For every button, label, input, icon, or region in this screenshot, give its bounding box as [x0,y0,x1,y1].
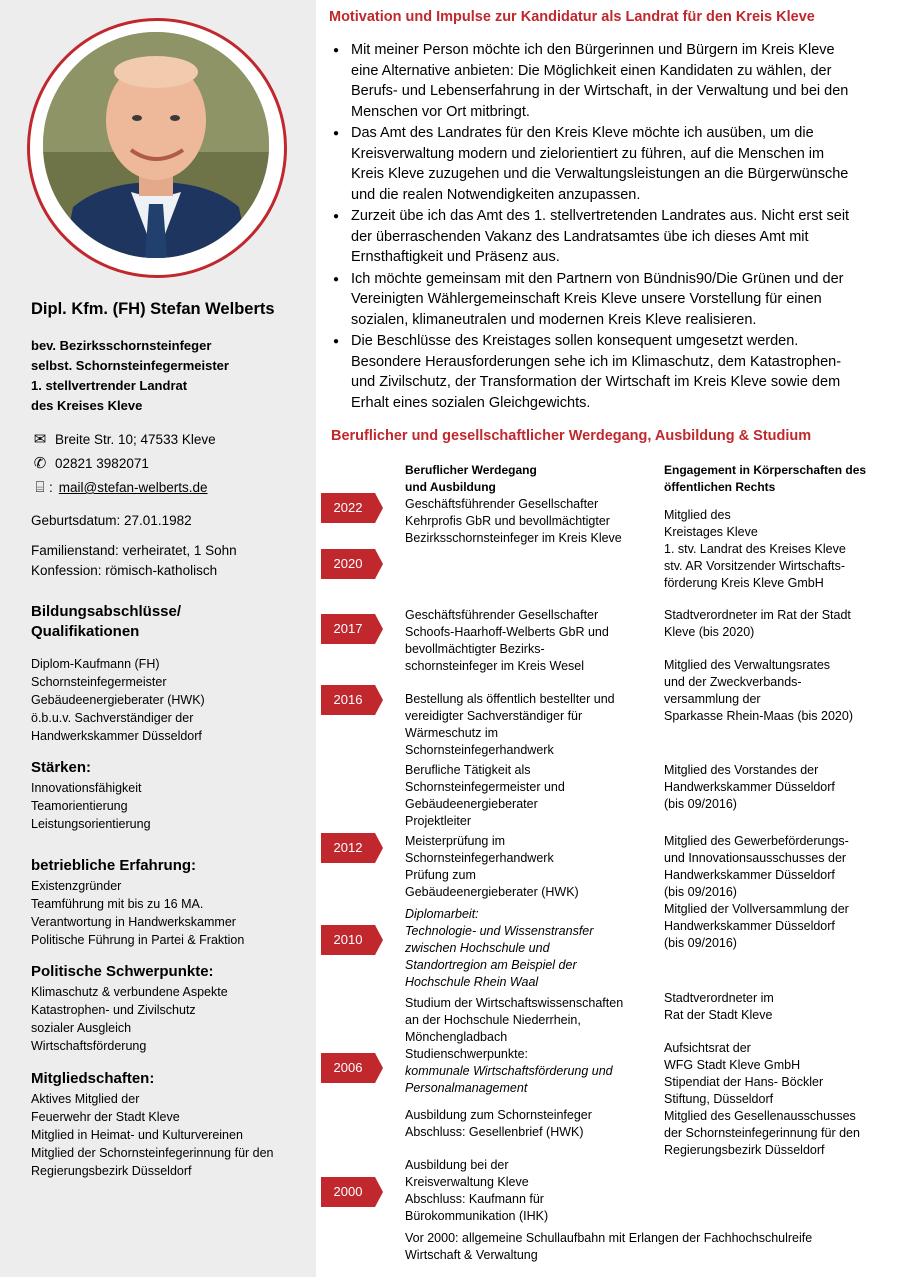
bullet-line: Ernsthaftigkeit und Präsenz aus. [351,249,560,265]
entry-line: Technologie- und Wissenstransfer [405,924,594,938]
bullet-line: sozialen, klimaneutralen und modernen Kreis Kleve realisieren. [351,311,757,328]
entry-line: der Schornsteinfegerinnung für den [664,1126,860,1140]
entry-line: Mitglied des Verwaltungsrates [664,658,831,672]
bullet-line: ● Das Amt des Landrates für den Kreis Kleve möchte ich ausüben, um die [351,125,814,141]
education-heading-1: Bildungsabschlüsse/ [31,603,182,620]
year-badge-2006 [321,1053,377,1083]
entry-line: (bis 09/2016) [664,936,737,950]
address-text: Breite Str. 10; 47533 Kleve [55,432,216,447]
entry-line: Meisterprüfung im [405,834,506,848]
entry-line: Personalmanagement [405,1081,528,1095]
year-badge-2016 [321,685,377,715]
entry-line: Schornsteinfegerhandwerk [405,851,554,865]
bullet-line: ● Ich möchte gemeinsam mit den Partnern von Bündnis90/Die Grünen und der [351,270,844,287]
bullet-line: ● Die Beschlüsse des Kreistages sollen konsequent umgesetzt werden. [351,333,799,349]
envelope-icon: ✉ [33,431,47,448]
experience-list [31,877,244,949]
email-icon: ⌸ [35,479,45,496]
list-item: Teamorientierung [31,799,128,813]
entry-line: Stiftung, Düsseldorf [664,1092,774,1106]
career-entry [405,691,615,759]
list-item: sozialer Ausgleich [31,1021,132,1035]
engagement-entry [664,607,851,641]
bullet-line: Besondere Herausforderungen sehe ich im Klimaschutz, dem Katastrophen- [351,353,842,370]
entry-line: Handwerkskammer Düsseldorf [664,780,835,794]
year-label: 2022 [333,500,363,515]
list-item: Diplom-Kaufmann (FH) [31,657,160,671]
entry-line: WFG Stadt Kleve GmbH [664,1058,801,1072]
list-item: Leistungsorientierung [31,817,151,831]
entry-line: Berufliche Tätigkeit als [405,763,531,777]
entry-line: Rat der Stadt Kleve [664,1008,773,1022]
family-status: Familienstand: verheiratet, 1 Sohn [31,543,237,558]
bullet-line: der überraschenden Vakanz des Landratsamtes übe ich dieses Amt mit [351,228,809,245]
engagement-column-heading [664,462,866,496]
year-badge-2010 [321,925,377,955]
entry-line: Kreistages Kleve [664,525,758,539]
bullet-item [351,269,900,331]
list-item: Wirtschaftsförderung [31,1039,147,1053]
entry-line: vereidigter Sachverständiger für [405,709,583,723]
year-badge-2022 [321,493,377,523]
bullet-line: Menschen vor Ort mitbringt. [351,103,530,120]
engagement-entry [664,833,849,952]
list-item: Aktives Mitglied der [31,1092,140,1106]
job-title-line: bev. Bezirksschornsteinfeger [31,338,212,353]
entry-line: 1. stv. Landrat des Kreises Kleve [664,542,846,556]
footer-line: Wirtschaft & Verwaltung [405,1248,538,1262]
bullet-line: Vereinigten Wählergemeinschaft Kreis Kleve unsere Vorstellung für einen [351,291,822,307]
entry-line: Mitglied des Vorstandes der [664,763,819,777]
entry-line: Studienschwerpunkte: [405,1047,528,1061]
motivation-bullets [333,40,900,414]
phone-icon: ✆ [33,455,47,472]
entry-line: Mitglied des Gewerbeförderungs- [664,834,849,848]
bullet-item [351,123,900,205]
motivation-heading: Motivation und Impulse zur Kandidatur als Landrat für den Kreis Kleve [329,9,815,25]
engagement-entry [664,990,774,1024]
bullet-line: Berufs- und Lebenserfahrung in der Wirtschaft, in der Verwaltung und bei den [351,83,849,99]
entry-line: Projektleiter [405,814,471,828]
entry-line: Mitglied der Vollversammlung der [664,902,849,916]
confession: Konfession: römisch-katholisch [31,563,218,578]
column-heading-line: öffentlichen Rechts [664,480,776,494]
engagement-entry [664,1040,860,1159]
email-colon: : [49,480,53,495]
engagement-entry [664,657,853,725]
year-label: 2012 [333,840,363,855]
entry-line: Geschäftsführender Gesellschafter [405,497,599,511]
address-row [31,428,216,452]
year-label: 2017 [333,621,363,636]
year-badge-2000 [321,1177,377,1207]
list-item: Handwerkskammer Düsseldorf [31,729,202,743]
year-label: 2010 [333,932,363,947]
entry-line: Mitglied des [664,508,731,522]
bullet-item [351,40,900,122]
entry-line: (bis 09/2016) [664,797,737,811]
entry-line: stv. AR Vorsitzender Wirtschafts- [664,559,846,573]
list-item: Mitglied der Schornsteinfegerinnung für den [31,1146,274,1160]
entry-line: Abschluss: Kaufmann für [405,1192,544,1206]
entry-line: Mönchengladbach [405,1030,508,1044]
engagement-entry [664,762,835,813]
entry-line: Sparkasse Rhein-Maas (bis 2020) [664,709,853,723]
email-row [31,476,216,500]
phone-row [31,452,216,476]
career-footer [405,1230,812,1264]
politics-heading: Politische Schwerpunkte: [31,963,214,980]
bullet-line: ● Mit meiner Person möchte ich den Bürgerinnen und Bürgern im Kreis Kleve [351,42,835,58]
career-entry [405,1157,548,1225]
career-column-heading [405,462,537,496]
column-heading-line: Beruflicher Werdegang [405,463,537,477]
career-entry-thesis [405,906,593,991]
entry-line: Ausbildung bei der [405,1158,509,1172]
entry-line: Geschäftsführender Gesellschafter [405,608,599,622]
year-label: 2016 [333,692,363,707]
entry-line: Stadtverordneter im Rat der Stadt [664,608,851,622]
bullet-line: eine Alternative anbieten: Die Möglichkeit einen Kandidaten zu wählen, der [351,62,832,79]
entry-line: Abschluss: Gesellenbrief (HWK) [405,1125,584,1139]
year-label: 2000 [333,1184,363,1199]
list-item: ö.b.u.v. Sachverständiger der [31,711,194,725]
entry-line: (bis 09/2016) [664,885,737,899]
year-badge-2020 [321,549,377,579]
entry-line: förderung Kreis Kleve GmbH [664,576,824,590]
career-entry [405,833,579,901]
entry-line: Mitglied des Gesellenausschusses [664,1109,856,1123]
entry-line: Gebäudeenergieberater [405,797,538,811]
year-label: 2020 [333,556,363,571]
list-item: Politische Führung in Partei & Fraktion [31,933,245,947]
entry-line: Ausbildung zum Schornsteinfeger [405,1108,592,1122]
year-badge-2012 [321,833,377,863]
list-item: Teamführung mit bis zu 16 MA. [31,897,204,911]
entry-line: Kleve (bis 2020) [664,625,755,639]
bullet-line: und Zivilschutz, der Transformation der Wirtschaft im Kreis Kleve sowie dem [351,374,841,390]
list-item: Schornsteinfegermeister [31,675,167,689]
experience-heading: betriebliche Erfahrung: [31,857,197,874]
entry-line: an der Hochschule Niederrhein, [405,1013,581,1027]
entry-line: Schornsteinfegerhandwerk [405,743,554,757]
career-entry [405,496,622,547]
entry-line: bevollmächtigter Bezirks- [405,642,545,656]
engagement-entry [664,507,846,592]
career-entry [405,607,609,675]
entry-line: Bestellung als öffentlich bestellter und [405,692,615,706]
bullet-line: und die realen Notwendigkeiten anzupassen. [351,186,641,203]
entry-line: Handwerkskammer Düsseldorf [664,868,835,882]
portrait-photo [43,32,269,258]
entry-line: Prüfung zum [405,868,476,882]
entry-line: Hochschule Rhein Waal [405,975,539,989]
list-item: Mitglied in Heimat- und Kulturvereinen [31,1128,243,1142]
bullet-line: Kreisverwaltung modern und zielorientiert zu führen, auf die Menschen im [351,145,825,162]
entry-line: Standortregion am Beispiel der [405,958,577,972]
bullet-item [351,331,900,413]
politics-list [31,983,228,1055]
entry-line: und Innovationsausschusses der [664,851,847,865]
education-list [31,655,205,745]
list-item: Katastrophen- und Zivilschutz [31,1003,196,1017]
entry-line: Studium der Wirtschaftswissenschaften [405,996,624,1010]
entry-line: schornsteinfeger im Kreis Wesel [405,659,585,673]
phone-text: 02821 3982071 [55,456,149,471]
job-titles [31,336,229,416]
entry-line: Diplomarbeit: [405,907,479,921]
membership-heading: Mitgliedschaften: [31,1070,155,1087]
year-label: 2006 [333,1060,363,1075]
bullet-line: Erhalt eines sozialen Gleichgewichts. [351,394,591,411]
job-title-line: des Kreises Kleve [31,398,143,413]
person-name: Dipl. Kfm. (FH) Stefan Welberts [31,300,275,318]
column-heading-line: und Ausbildung [405,480,496,494]
list-item: Klimaschutz & verbundene Aspekte [31,985,228,999]
list-item: Gebäudeenergieberater (HWK) [31,693,205,707]
column-heading-line: Engagement in Körperschaften des [664,463,867,477]
entry-line: kommunale Wirtschaftsförderung und [405,1064,613,1078]
career-entry [405,995,623,1097]
bullet-line: Kreis Kleve zuzugehen und die Verwaltungsleistungen an die Bürgerwünsche [351,166,849,182]
birth-date: Geburtsdatum: 27.01.1982 [31,513,192,528]
entry-line: Stadtverordneter im [664,991,774,1005]
entry-line: Handwerkskammer Düsseldorf [664,919,835,933]
education-heading-2: Qualifikationen [31,623,140,640]
entry-line: Regierungsbezirk Düsseldorf [664,1143,825,1157]
entry-line: Gebäudeenergieberater (HWK) [405,885,579,899]
entry-line: Stipendiat der Hans- Böckler [664,1075,824,1089]
entry-line: Schoofs-Haarhoff-Welberts GbR und [405,625,609,639]
job-title-line: 1. stellvertrender Landrat [31,378,188,393]
entry-line: zwischen Hochschule und [405,941,550,955]
entry-line: versammlung der [664,692,761,706]
year-badge-2017 [321,614,377,644]
list-item: Existenzgründer [31,879,122,893]
entry-line: und der Zweckverbands- [664,675,802,689]
strengths-list [31,779,151,833]
entry-line: Schornsteinfegermeister und [405,780,565,794]
entry-line: Kreisverwaltung Kleve [405,1175,529,1189]
entry-line: Bezirksschornsteinfeger im Kreis Kleve [405,531,622,545]
entry-line: Wärmeschutz im [405,726,499,740]
career-entry [405,1107,592,1141]
list-item: Verantwortung in Handwerkskammer [31,915,236,929]
contact-block [31,428,216,500]
entry-line: Kehrprofis GbR und bevollmächtigter [405,514,610,528]
entry-line: Aufsichtsrat der [664,1041,751,1055]
list-item: Regierungsbezirk Düsseldorf [31,1164,192,1178]
list-item: Innovationsfähigkeit [31,781,142,795]
membership-list [31,1090,274,1180]
entry-line: Bürokommunikation (IHK) [405,1209,549,1223]
bullet-line: ● Zurzeit übe ich das Amt des 1. stellvertretenden Landrates aus. Nicht erst seit [351,208,850,224]
career-heading: Beruflicher und gesellschaftlicher Werdegang, Ausbildung & Studium [331,428,812,444]
list-item: Feuerwehr der Stadt Kleve [31,1110,180,1124]
bullet-item [351,206,900,268]
strengths-heading: Stärken: [31,759,92,776]
footer-line: Vor 2000: allgemeine Schullaufbahn mit Erlangen der Fachhochschulreife [405,1231,813,1245]
email-link[interactable]: mail@stefan-welberts.de [58,480,208,495]
career-entry [405,762,565,830]
job-title-line: selbst. Schornsteinfegermeister [31,358,229,373]
